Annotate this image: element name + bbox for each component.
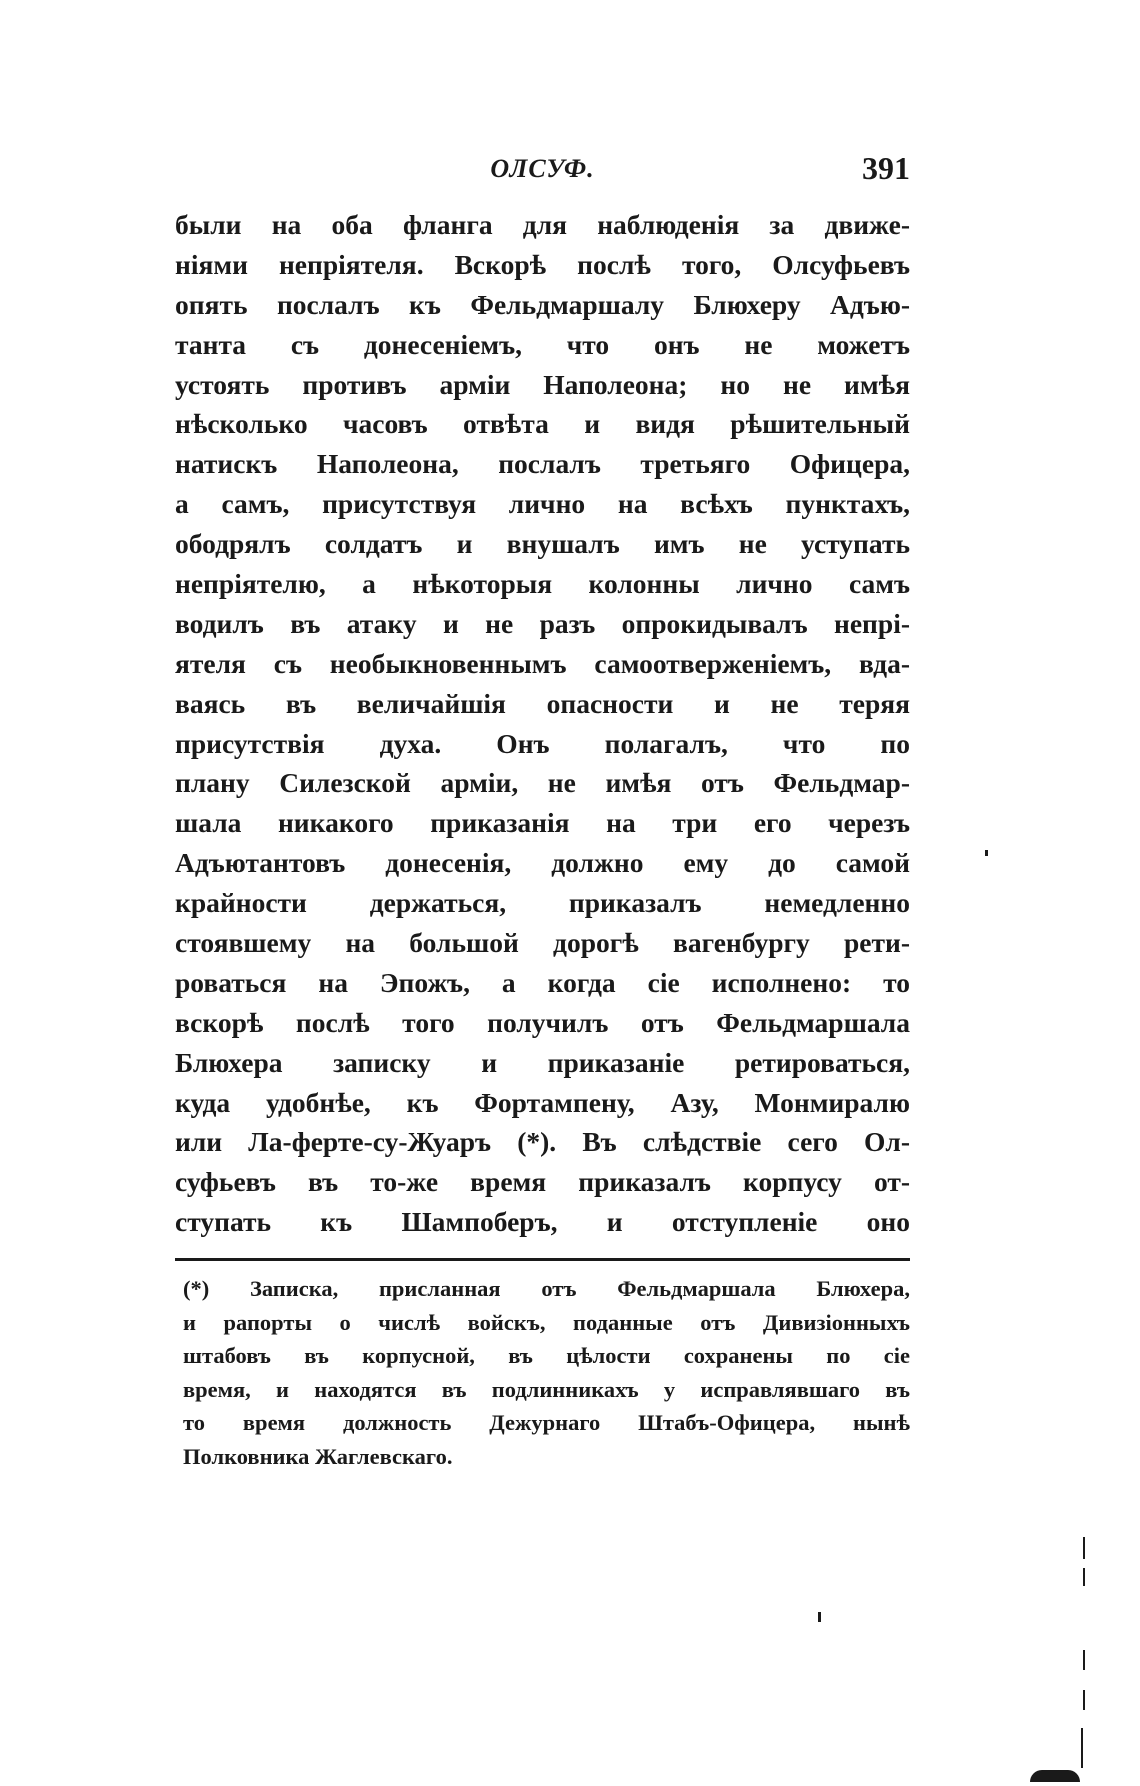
running-title: ОЛСУФ. (490, 154, 595, 183)
footnote (183, 1272, 910, 1473)
text-line: вскорѣ послѣ того получилъ отъ Фельдмаршала (175, 1006, 910, 1038)
text-line: ступать къ Шампоберъ, и отступленіе оно (175, 1206, 910, 1238)
scan-speck (1083, 1650, 1085, 1670)
scan-speck (1081, 1728, 1083, 1768)
footnote-rule (175, 1258, 910, 1261)
text-line: роваться на Эпожъ, а когда сіе исполнено: то (175, 966, 910, 998)
text-line: Блюхера записку и приказаніе ретироваться, (175, 1046, 910, 1078)
text-line: ніями непріятеля. Вскорѣ послѣ того, Олсуфьевъ (175, 248, 910, 280)
page-number: 391 (862, 150, 910, 186)
footnote-line: штабовъ въ корпусной, въ цѣлости сохранены по сіе (183, 1343, 910, 1368)
running-header (175, 150, 910, 190)
text-line: ваясь въ величайшія опасности и не теряя (175, 687, 910, 719)
text-line: стоявшему на большой дорогѣ вагенбургу рети- (175, 927, 910, 959)
text-line: Адъютантовъ донесенія, должно ему до самой (175, 847, 910, 879)
text-line: нѣсколько часовъ отвѣта и видя рѣшительный (175, 408, 910, 440)
main-text (175, 205, 910, 1242)
scan-speck (1083, 1568, 1085, 1586)
footnote-line: то время должность Дежурнаго Штабъ-Офицера, нынѣ (183, 1410, 910, 1435)
text-line: или Ла-ферте-су-Жуаръ (*). Въ слѣдствіе сего Ол- (175, 1126, 910, 1158)
text-line: шала никакого приказанія на три его черезъ (175, 807, 910, 839)
text-line: ятеля съ необыкновеннымъ самоотверженіемъ, вда- (175, 647, 910, 679)
text-line: присутствія духа. Онъ полагалъ, что по (175, 727, 910, 759)
scan-speck (985, 850, 988, 856)
text-line: натискъ Наполеона, послалъ третьяго Офицера, (175, 448, 910, 480)
scan-speck (818, 1612, 821, 1622)
scan-speck (1083, 1537, 1085, 1559)
text-line: плану Силезской арміи, не имѣя отъ Фельдмар- (175, 767, 910, 799)
text-line: опять послалъ къ Фельдмаршалу Блюхеру Адъю- (175, 288, 910, 320)
footnote-line: и рапорты о числѣ войскъ, поданные отъ Дивизіонныхъ (183, 1309, 910, 1335)
scan-edge-blot (1030, 1770, 1080, 1782)
text-line: были на оба фланга для наблюденія за движе- (175, 209, 910, 240)
footnote-line: Полковника Жаглевскаго. (183, 1443, 453, 1469)
footnote-line: время, и находятся въ подлинникахъ у исправлявшаго въ (183, 1376, 910, 1402)
text-line: непріятелю, а нѣкоторыя колонны лично самъ (175, 568, 910, 600)
text-line: танта съ донесеніемъ, что онъ не можетъ (175, 328, 910, 360)
text-line: крайности держаться, приказалъ немедленно (175, 887, 910, 919)
text-line: ободрялъ солдатъ и внушалъ имъ не уступать (175, 528, 910, 560)
text-line: куда удобнѣе, къ Фортампену, Азу, Монмиралю (175, 1086, 910, 1118)
text-line: суфьевъ въ то-же время приказалъ корпусу от- (175, 1166, 910, 1198)
scan-speck (1083, 1690, 1085, 1710)
text-line: а самъ, присутствуя лично на всѣхъ пунктахъ, (175, 488, 910, 520)
text-line: устоять противъ арміи Наполеона; но не имѣя (175, 368, 910, 400)
text-line: водилъ въ атаку и не разъ опрокидывалъ непрі- (175, 607, 910, 639)
footnote-line: (*) Записка, присланная отъ Фельдмаршала Блюхера, (183, 1276, 910, 1301)
